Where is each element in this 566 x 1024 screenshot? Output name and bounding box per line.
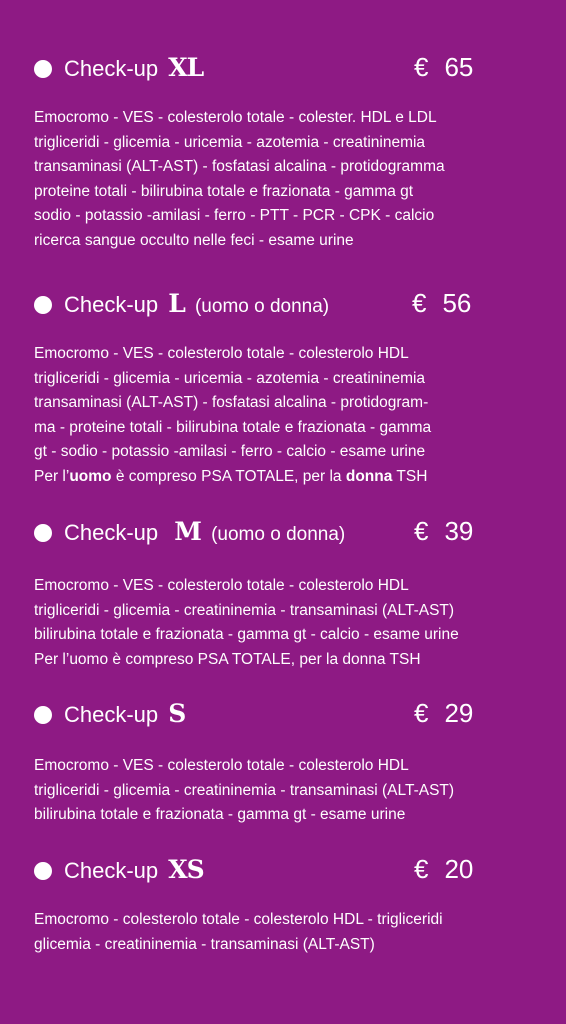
price-value: 39 xyxy=(444,516,474,546)
gender-note xyxy=(34,465,544,490)
package-size: XS xyxy=(168,855,204,884)
description-line: sodio - potassio -amilasi - ferro - PTT - PCR - CPK - calcio xyxy=(34,207,435,224)
description-line: gt - sodio - potassio -amilasi - ferro - calcio - esame urine xyxy=(34,443,426,460)
package-description xyxy=(34,908,544,957)
package-size: S xyxy=(168,699,186,728)
description-line: Emocromo - VES - colesterolo totale - colester. HDL e LDL xyxy=(34,109,437,126)
package-note: (uomo o donna) xyxy=(211,524,346,545)
price-value: 20 xyxy=(444,854,474,884)
gender-note-text: TSH xyxy=(392,467,428,485)
description-line: Emocromo - VES - colesterolo totale - colesterolo HDL xyxy=(34,345,409,362)
currency-symbol: € xyxy=(414,698,429,728)
package-price xyxy=(412,286,471,320)
package-size: XL xyxy=(168,53,204,82)
package-header xyxy=(0,284,566,324)
package-prefix: Check-up xyxy=(64,702,159,727)
package-title xyxy=(64,516,345,551)
price-value: 65 xyxy=(444,52,474,82)
package-title xyxy=(64,52,203,85)
description-line: proteine totali - bilirubina totale e frazionata - gamma gt xyxy=(34,182,414,200)
package-prefix: Check-up xyxy=(64,292,159,317)
gender-note-text: Per l’ xyxy=(34,467,70,485)
package-prefix: Check-up xyxy=(64,520,159,545)
package-header xyxy=(0,48,566,88)
currency-symbol: € xyxy=(412,288,427,318)
description-line: Emocromo - VES - colesterolo totale - colesterolo HDL xyxy=(34,757,409,774)
package-s xyxy=(0,694,566,823)
package-size: L xyxy=(168,289,185,318)
description-line: trigliceridi - glicemia - creatininemia - transaminasi (ALT-AST) xyxy=(34,601,455,619)
gender-note-male: uomo xyxy=(69,467,112,485)
description-line: trigliceridi - glicemia - uricemia - azotemia - creatininemia xyxy=(34,133,426,151)
package-header xyxy=(0,512,566,552)
gender-note-text: è compreso PSA TOTALE, per la xyxy=(111,467,346,485)
package-description xyxy=(34,342,544,489)
package-price xyxy=(414,852,473,886)
description-line: Emocromo - colesterolo totale - colesterolo HDL - trigliceridi xyxy=(34,911,443,928)
package-description xyxy=(34,754,544,828)
package-price xyxy=(414,514,473,548)
bullet-icon xyxy=(34,296,52,314)
package-header xyxy=(0,694,566,734)
package-note: (uomo o donna) xyxy=(194,296,330,317)
package-l xyxy=(0,284,566,485)
bullet-icon xyxy=(34,524,52,542)
description-line: bilirubina totale e frazionata - gamma gt - calcio - esame urine xyxy=(34,626,459,643)
package-title xyxy=(64,288,329,323)
package-title xyxy=(64,698,185,731)
description-line: glicemia - creatininemia - transaminasi (ALT-AST) xyxy=(34,935,375,953)
bullet-icon xyxy=(34,60,52,78)
description-line: bilirubina totale e frazionata - gamma gt - esame urine xyxy=(34,806,406,823)
package-xs xyxy=(0,850,566,953)
currency-symbol: € xyxy=(414,854,429,884)
package-xl xyxy=(0,48,566,249)
package-price xyxy=(414,696,473,730)
package-size: M xyxy=(174,517,201,546)
price-value: 56 xyxy=(442,288,472,318)
description-line: transaminasi (ALT-AST) - fosfatasi alcalina - protidogramma xyxy=(34,158,445,175)
bullet-icon xyxy=(34,862,52,880)
bullet-icon xyxy=(34,706,52,724)
description-line: ricerca sangue occulto nelle feci - esame urine xyxy=(34,231,354,249)
description-line: Per l’uomo è compreso PSA TOTALE, per la donna TSH xyxy=(34,650,421,668)
description-line: transaminasi (ALT-AST) - fosfatasi alcalina - protidogram- xyxy=(34,394,429,411)
package-price xyxy=(414,50,473,84)
package-description xyxy=(34,574,544,672)
package-prefix: Check-up xyxy=(64,56,159,81)
price-value: 29 xyxy=(444,698,474,728)
package-prefix: Check-up xyxy=(64,858,159,883)
description-line: Emocromo - VES - colesterolo totale - colesterolo HDL xyxy=(34,577,409,594)
package-title xyxy=(64,854,204,887)
gender-note-female: donna xyxy=(345,467,393,485)
currency-symbol: € xyxy=(414,52,429,82)
package-m xyxy=(0,512,566,668)
description-line: trigliceridi - glicemia - creatininemia - transaminasi (ALT-AST) xyxy=(34,781,455,799)
description-line: trigliceridi - glicemia - uricemia - azotemia - creatininemia xyxy=(34,369,426,387)
package-description xyxy=(34,106,544,253)
package-header xyxy=(0,850,566,890)
currency-symbol: € xyxy=(414,516,429,546)
description-line: ma - proteine totali - bilirubina totale e frazionata - gamma xyxy=(34,418,432,436)
